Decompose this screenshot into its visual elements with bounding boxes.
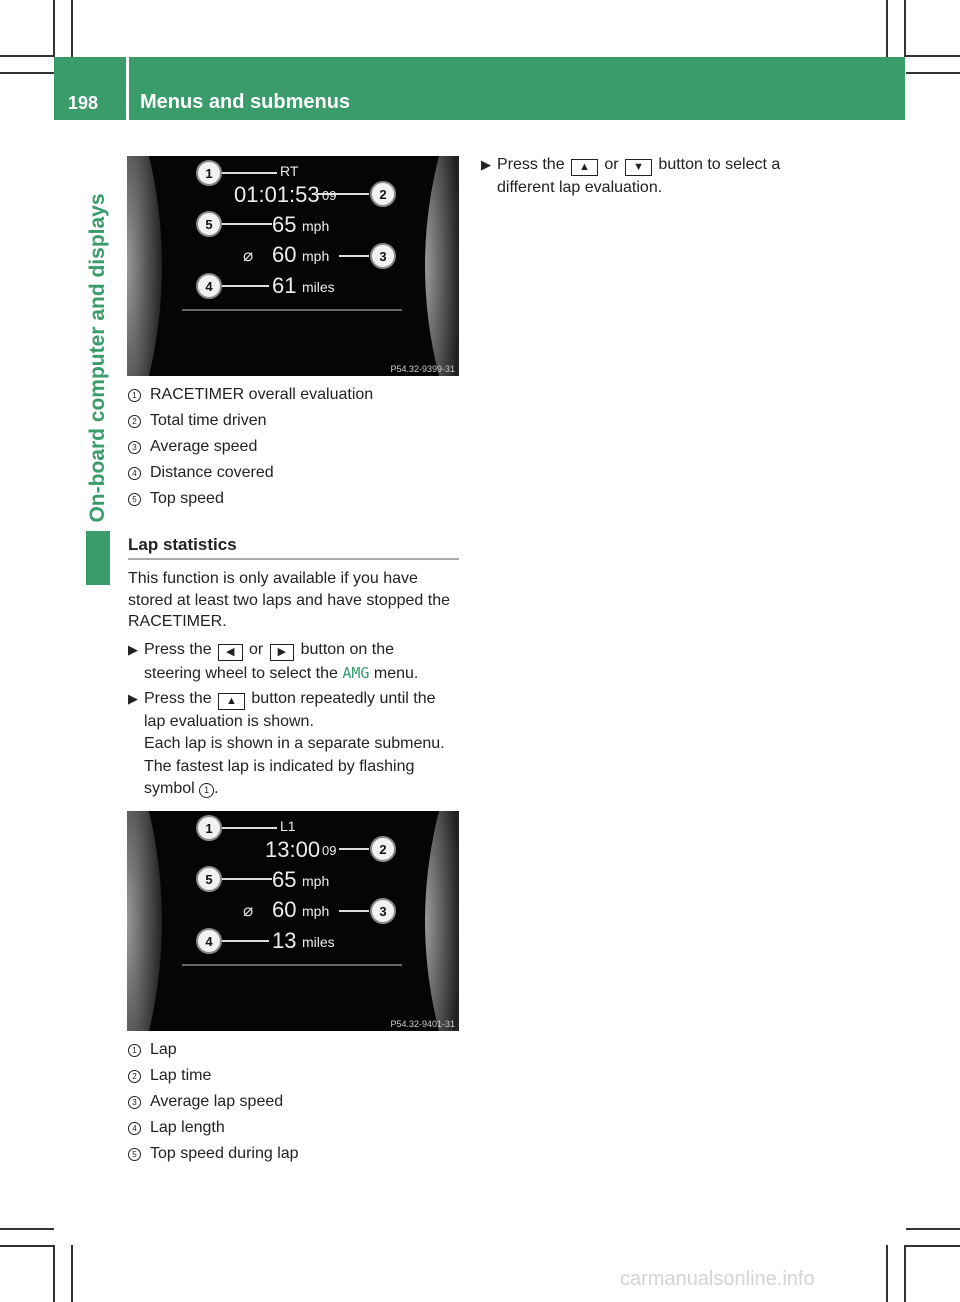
step-text: Press the — [144, 690, 212, 707]
legend-text: Lap — [150, 1041, 177, 1058]
step-text: lap evaluation is shown. — [144, 712, 314, 730]
legend-number: 1 — [128, 1044, 141, 1057]
legend-number: 3 — [128, 1096, 141, 1109]
amg-menu-label: AMG — [342, 663, 370, 682]
legend-text: Lap length — [150, 1119, 225, 1136]
left-arrow-key: ◀ — [218, 644, 242, 661]
step-text: different lap evaluation. — [497, 178, 663, 196]
callout-1: 1 — [205, 166, 213, 181]
step-text: steering wheel to select the — [144, 664, 338, 682]
step-show-lap-evaluation — [128, 688, 445, 801]
legend-number: 3 — [128, 441, 141, 454]
crop-mark — [0, 1245, 54, 1247]
avg-symbol: ⌀ — [243, 246, 254, 265]
step-text: Each lap is shown in a separate submenu. — [144, 735, 445, 752]
intro-line: This function is only available if you have — [128, 570, 418, 587]
step-text: or — [604, 156, 619, 173]
watermark: carmanualsonline.info — [620, 1268, 815, 1290]
avg-symbol: ⌀ — [243, 901, 254, 920]
gauge-left — [127, 156, 162, 376]
figure-lap-statistics — [127, 811, 459, 1031]
display-distance: 13 — [272, 928, 297, 953]
down-arrow-key: ▼ — [625, 159, 652, 176]
legend-text: Average lap speed — [150, 1093, 284, 1110]
step-text: button to select a — [658, 156, 781, 173]
callout-2: 2 — [379, 187, 387, 202]
callout-5: 5 — [205, 217, 213, 232]
legend-item — [128, 486, 373, 512]
legend-number: 5 — [128, 493, 141, 506]
legend-text: RACETIMER overall evaluation — [150, 386, 374, 403]
crop-mark — [0, 55, 54, 57]
display-avg-unit: mph — [302, 248, 330, 264]
legend-figure2 — [128, 1037, 299, 1167]
legend-item — [128, 1037, 299, 1063]
intro-line: stored at least two laps and have stopped the — [128, 591, 450, 609]
display-distance-unit: miles — [302, 279, 335, 295]
right-arrow-key: ▶ — [270, 644, 294, 661]
step-select-lap-evaluation — [481, 154, 781, 199]
gauge-right — [425, 811, 459, 1031]
legend-number: 1 — [128, 389, 141, 402]
section-heading: Lap statistics — [128, 535, 459, 560]
legend-item — [128, 382, 373, 408]
legend-number: 2 — [128, 1070, 141, 1083]
legend-text: Total time driven — [150, 412, 267, 429]
side-tab-label: On-board computer and displays — [86, 193, 109, 523]
display-mode: L1 — [280, 818, 296, 834]
step-arrow-icon: ▶ — [128, 691, 138, 706]
legend-item — [128, 1141, 299, 1167]
step-text: or — [248, 641, 264, 658]
callout-3: 3 — [379, 249, 387, 264]
legend-text: Average speed — [150, 438, 258, 455]
legend-item — [128, 460, 373, 486]
step-arrow-icon: ▶ — [481, 157, 491, 172]
intro-paragraph — [128, 568, 450, 633]
side-tab — [86, 131, 110, 585]
page-title: Menus and submenus — [140, 91, 351, 113]
callout-4: 4 — [205, 279, 213, 294]
intro-line: RACETIMER. — [128, 613, 227, 630]
step-text: Press the — [144, 641, 212, 658]
up-arrow-key: ▲ — [218, 693, 245, 710]
crop-mark — [906, 1228, 960, 1230]
figure-racetimer-overall — [127, 156, 459, 376]
legend-text: Top speed — [150, 490, 224, 507]
legend-number: 4 — [128, 1122, 141, 1135]
gauge-left — [127, 811, 162, 1031]
header-divider — [126, 57, 129, 120]
display-top-speed: 65 — [272, 867, 297, 892]
crop-mark — [0, 72, 54, 74]
display-distance-unit: miles — [302, 934, 335, 950]
display-time: 13:00 — [265, 837, 321, 862]
legend-number: 5 — [128, 1148, 141, 1161]
crop-mark — [906, 72, 960, 74]
figure-code: P54.32-9399-31 — [390, 364, 455, 374]
callout-3: 3 — [379, 904, 387, 919]
crop-mark — [906, 1245, 960, 1247]
crop-mark — [906, 55, 960, 57]
callout-5: 5 — [205, 872, 213, 887]
display-time: 01:01:53 — [234, 182, 320, 207]
legend-item — [128, 1115, 299, 1141]
step-text: Press the — [497, 156, 565, 173]
legend-item — [128, 408, 373, 434]
display-avg-speed: 60 — [272, 242, 297, 267]
step-select-amg-menu — [128, 639, 419, 685]
callout-4: 4 — [205, 934, 213, 949]
display-speed-unit: mph — [302, 218, 330, 234]
figure-code: P54.32-9401-31 — [390, 1019, 455, 1029]
display-distance: 61 — [272, 273, 297, 298]
display-mode: RT — [280, 163, 299, 179]
gauge-right — [425, 156, 459, 376]
step-arrow-icon: ▶ — [128, 642, 138, 657]
display-time-fraction: 09 — [322, 188, 337, 203]
callout-1: 1 — [205, 821, 213, 836]
page-number: 198 — [68, 93, 99, 113]
legend-item — [128, 1089, 299, 1115]
crop-mark — [71, 1245, 73, 1302]
step-text: The fastest lap is indicated by flashing — [144, 757, 415, 775]
legend-figure1 — [128, 382, 373, 512]
up-arrow-key: ▲ — [571, 159, 598, 176]
display-avg-speed: 60 — [272, 897, 297, 922]
crop-mark — [71, 0, 73, 57]
legend-number: 4 — [128, 467, 141, 480]
crop-mark — [53, 1245, 55, 1302]
step-text: . — [214, 780, 219, 797]
display-time-fraction: 09 — [322, 843, 337, 858]
step-text: symbol — [144, 780, 195, 797]
crop-mark — [53, 0, 55, 57]
step-text: menu. — [373, 664, 419, 682]
crop-mark — [886, 0, 888, 57]
legend-text: Lap time — [150, 1067, 212, 1084]
legend-number: 2 — [128, 415, 141, 428]
callout-2: 2 — [379, 842, 387, 857]
legend-item — [128, 434, 373, 460]
legend-text: Top speed during lap — [150, 1145, 299, 1162]
crop-mark — [904, 1245, 906, 1302]
page-header — [54, 57, 905, 120]
side-tab-marker — [86, 531, 110, 585]
legend-item — [128, 1063, 299, 1089]
crop-mark — [904, 0, 906, 57]
legend-text: Distance covered — [150, 464, 274, 481]
symbol-1-reference: 1 — [199, 783, 214, 798]
step-text: button repeatedly until the — [251, 690, 436, 707]
display-avg-unit: mph — [302, 903, 330, 919]
step-text: button on the — [300, 641, 394, 658]
crop-mark — [886, 1245, 888, 1302]
display-speed-unit: mph — [302, 873, 330, 889]
display-top-speed: 65 — [272, 212, 297, 237]
crop-mark — [0, 1228, 54, 1230]
